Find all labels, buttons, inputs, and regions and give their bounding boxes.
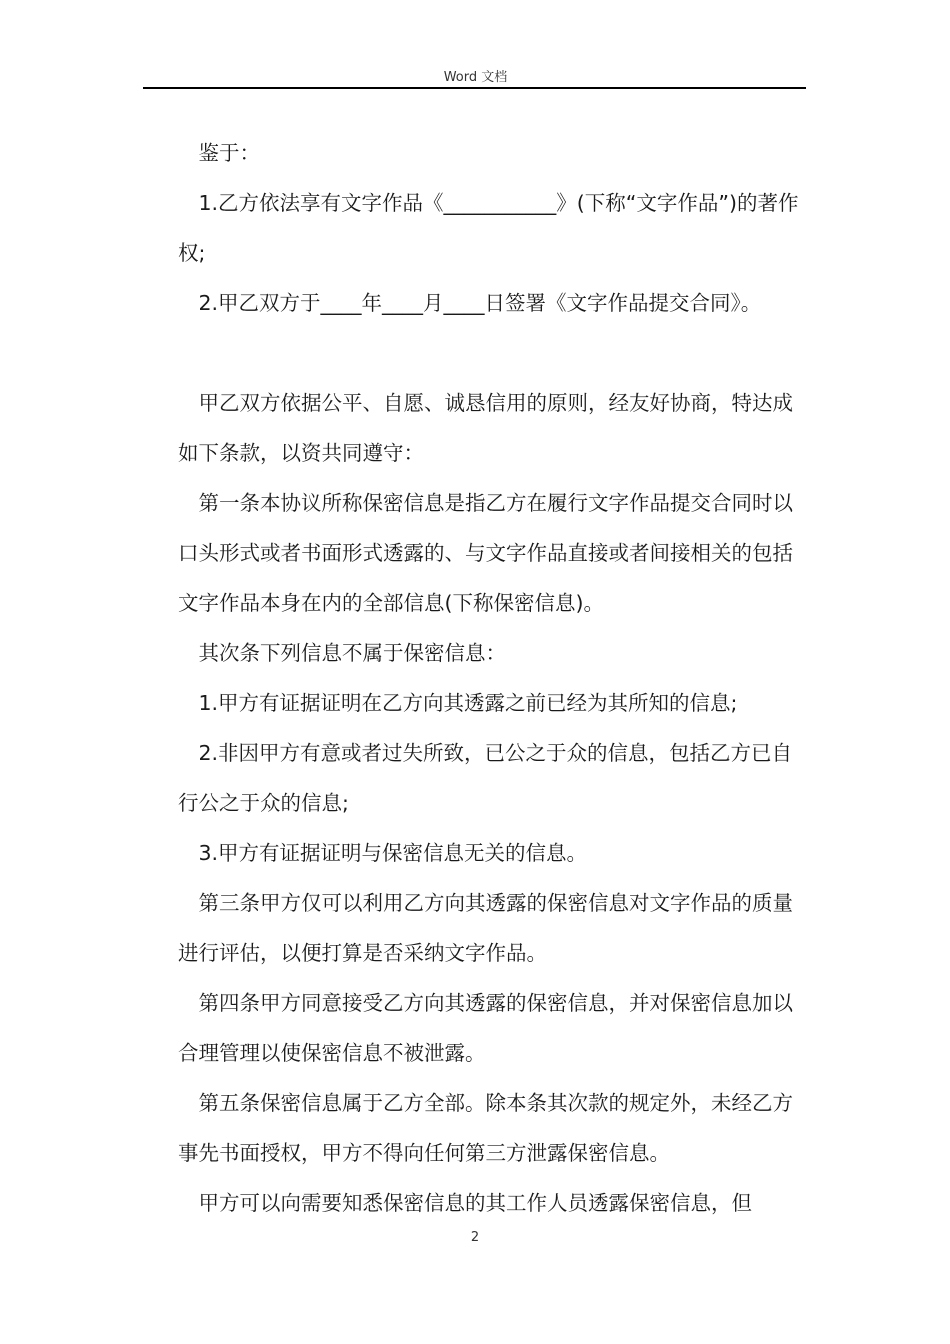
paragraph: 1.甲方有证据证明在乙方向其透露之前已经为其所知的信息; xyxy=(198,691,738,715)
paragraph: 第一条本协议所称保密信息是指乙方在履行文字作品提交合同时以口头形式或者书面形式透露的、与文字作品直接或者间接相关的包括文字作品本身在内的全部信息(下称保密信息)。 xyxy=(178,491,793,615)
paragraph: 第五条保密信息属于乙方全部。除本条其次款的规定外，未经乙方事先书面授权，甲方不得向任何第三方泄露保密信息。 xyxy=(178,1091,793,1165)
paragraph: 第三条甲方仅可以利用乙方向其透露的保密信息对文字作品的质量进行评估，以便打算是否采纳文字作品。 xyxy=(178,891,793,965)
paragraph: 2.甲乙双方于____年____月____日签署《文字作品提交合同》。 xyxy=(198,291,762,315)
paragraph: 1.乙方依法享有文字作品《___________》(下称“文字作品”)的著作权; xyxy=(178,191,799,265)
paragraph: 其次条下列信息不属于保密信息： xyxy=(198,641,506,665)
paragraph: 鉴于： xyxy=(198,141,260,165)
paragraph: 甲乙双方依据公平、自愿、诚恳信用的原则，经友好协商，特达成如下条款，以资共同遵守： xyxy=(178,391,793,465)
document-body xyxy=(178,128,808,1228)
header-divider xyxy=(143,87,806,89)
page-number: 2 xyxy=(470,1230,480,1245)
blank-line xyxy=(178,328,808,378)
paragraph: 2.非因甲方有意或者过失所致，已公之于众的信息，包括乙方已自行公之于众的信息; xyxy=(178,741,793,815)
paragraph: 第四条甲方同意接受乙方向其透露的保密信息，并对保密信息加以合理管理以使保密信息不被泄露。 xyxy=(178,991,793,1065)
paragraph: 甲方可以向需要知悉保密信息的其工作人员透露保密信息，但 xyxy=(198,1191,752,1215)
paragraph: 3.甲方有证据证明与保密信息无关的信息。 xyxy=(198,841,588,865)
page-header: Word 文档 xyxy=(443,70,508,85)
